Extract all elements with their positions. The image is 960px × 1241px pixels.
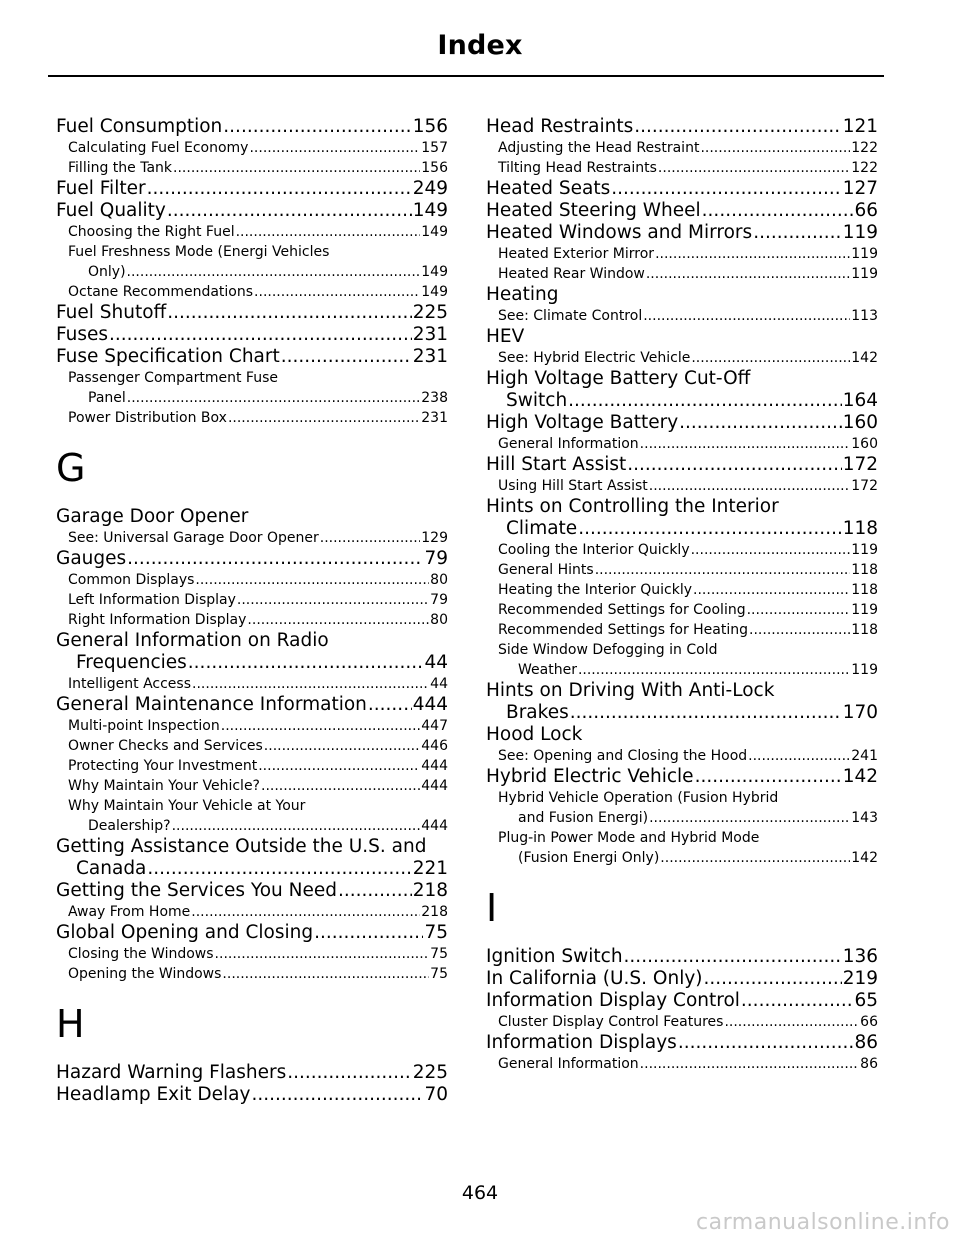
entry-label: Brakes bbox=[506, 702, 569, 723]
entry-page-number: 219 bbox=[842, 968, 878, 989]
dot-leader bbox=[624, 946, 842, 968]
dot-leader bbox=[147, 178, 412, 200]
entry-label: Weather bbox=[518, 662, 577, 678]
dot-leader bbox=[173, 158, 420, 178]
entry-page-number: 122 bbox=[851, 160, 878, 176]
entry-label: Fuel Filter bbox=[56, 178, 146, 199]
index-subentry[interactable] bbox=[56, 944, 448, 964]
entry-page-number: 80 bbox=[430, 612, 448, 628]
entry-label: See: Universal Garage Door Opener bbox=[68, 530, 319, 546]
index-entry[interactable] bbox=[486, 222, 878, 244]
section-letter: H bbox=[56, 1002, 85, 1046]
entry-label: Octane Recommendations bbox=[68, 284, 254, 300]
dot-leader bbox=[167, 302, 411, 324]
dot-leader bbox=[368, 694, 412, 716]
entry-page-number: 44 bbox=[424, 652, 448, 673]
entry-label: Fuse Specification Chart bbox=[56, 346, 280, 367]
entry-label: Calculating Fuel Economy bbox=[68, 140, 249, 156]
dot-leader bbox=[595, 560, 851, 580]
entry-label-line1: Getting Assistance Outside the U.S. and bbox=[56, 836, 427, 857]
entry-page-number: 66 bbox=[854, 200, 878, 221]
index-subentry[interactable] bbox=[486, 788, 878, 828]
entry-page-number: 231 bbox=[412, 324, 448, 345]
entry-page-number: 44 bbox=[430, 676, 448, 692]
dot-leader bbox=[741, 990, 854, 1012]
entry-label: Why Maintain Your Vehicle? bbox=[68, 778, 260, 794]
entry-label-line1: Plug-in Power Mode and Hybrid Mode bbox=[498, 830, 760, 846]
dot-leader bbox=[700, 138, 850, 158]
entry-page-number: 113 bbox=[851, 308, 878, 324]
entry-label: Global Opening and Closing bbox=[56, 922, 314, 943]
index-column-right bbox=[486, 116, 878, 1074]
index-subentry[interactable] bbox=[486, 640, 878, 680]
entry-label: See: Hybrid Electric Vehicle bbox=[498, 350, 691, 366]
index-subentry[interactable] bbox=[486, 264, 878, 284]
dot-leader bbox=[570, 702, 842, 724]
index-subentry[interactable] bbox=[56, 282, 448, 302]
entry-label: Head Restraints bbox=[486, 116, 634, 137]
index-subentry[interactable] bbox=[56, 716, 448, 736]
dot-leader bbox=[192, 674, 429, 694]
entry-label: HEV bbox=[486, 326, 525, 347]
index-entry[interactable] bbox=[486, 496, 878, 540]
entry-page-number: 444 bbox=[421, 758, 448, 774]
index-subentry[interactable] bbox=[56, 902, 448, 922]
dot-leader bbox=[215, 944, 430, 964]
index-entry[interactable] bbox=[56, 506, 448, 528]
entry-label-line1: High Voltage Battery Cut-Off bbox=[486, 368, 751, 389]
index-subentry[interactable] bbox=[56, 242, 448, 282]
index-subentry[interactable] bbox=[56, 408, 448, 428]
index-subentry[interactable] bbox=[486, 244, 878, 264]
dot-leader bbox=[611, 178, 841, 200]
entry-page-number: 249 bbox=[412, 178, 448, 199]
index-entry[interactable] bbox=[56, 880, 448, 902]
entry-page-number: 75 bbox=[424, 922, 448, 943]
index-subentry[interactable] bbox=[56, 222, 448, 242]
entry-page-number: 79 bbox=[430, 592, 448, 608]
entry-label: Heated Rear Window bbox=[498, 266, 645, 282]
entry-label-line1: Hints on Controlling the Interior bbox=[486, 496, 779, 517]
entry-label: Heated Windows and Mirrors bbox=[486, 222, 753, 243]
dot-leader bbox=[228, 408, 420, 428]
dot-leader bbox=[222, 964, 429, 984]
index-subentry[interactable] bbox=[56, 964, 448, 984]
index-entry[interactable] bbox=[486, 766, 878, 788]
dot-leader bbox=[568, 390, 842, 412]
entry-label: Fuel Quality bbox=[56, 200, 166, 221]
entry-page-number: 444 bbox=[421, 818, 448, 834]
entry-label: Dealership? bbox=[88, 818, 171, 834]
index-subentry[interactable] bbox=[486, 600, 878, 620]
dot-leader bbox=[264, 736, 420, 756]
entry-label: Left Information Display bbox=[68, 592, 236, 608]
dot-leader bbox=[320, 528, 421, 548]
entry-page-number: 65 bbox=[854, 990, 878, 1011]
entry-label: Getting the Services You Need bbox=[56, 880, 337, 901]
entry-label: Fuel Consumption bbox=[56, 116, 223, 137]
entry-label: Information Displays bbox=[486, 1032, 677, 1053]
dot-leader bbox=[627, 454, 841, 476]
entry-page-number: 119 bbox=[851, 662, 878, 678]
index-subentry[interactable] bbox=[56, 158, 448, 178]
index-entry[interactable] bbox=[56, 630, 448, 674]
dot-leader bbox=[147, 858, 411, 880]
index-subentry[interactable] bbox=[56, 796, 448, 836]
entry-label-line1: Hybrid Vehicle Operation (Fusion Hybrid bbox=[498, 790, 779, 806]
entry-page-number: 172 bbox=[851, 478, 878, 494]
dot-leader bbox=[724, 1012, 859, 1032]
entry-label: Cluster Display Control Features bbox=[498, 1014, 724, 1030]
index-entry[interactable] bbox=[486, 368, 878, 412]
dot-leader bbox=[640, 434, 851, 454]
entry-label: Heating bbox=[486, 284, 559, 305]
dot-leader bbox=[695, 766, 842, 788]
entry-label: Heated Seats bbox=[486, 178, 611, 199]
dot-leader bbox=[640, 1054, 860, 1074]
dot-leader bbox=[261, 776, 420, 796]
dot-leader bbox=[287, 1062, 411, 1084]
entry-page-number: 156 bbox=[412, 116, 448, 137]
entry-page-number: 142 bbox=[842, 766, 878, 787]
index-entry[interactable] bbox=[56, 302, 448, 324]
dot-leader bbox=[188, 652, 424, 674]
entry-page-number: 119 bbox=[851, 602, 878, 618]
entry-page-number: 149 bbox=[421, 264, 448, 280]
entry-label-line1: Passenger Compartment Fuse bbox=[68, 370, 278, 386]
entry-page-number: 121 bbox=[842, 116, 878, 137]
index-entry[interactable] bbox=[56, 836, 448, 880]
index-subentry[interactable] bbox=[486, 620, 878, 640]
entry-label-line1: General Information on Radio bbox=[56, 630, 329, 651]
dot-leader bbox=[223, 116, 411, 138]
entry-label: Opening the Windows bbox=[68, 966, 222, 982]
entry-label-line1: Why Maintain Your Vehicle at Your bbox=[68, 798, 306, 814]
entry-page-number: 142 bbox=[851, 850, 878, 866]
dot-leader bbox=[658, 158, 850, 178]
dot-leader bbox=[749, 620, 850, 640]
entry-page-number: 231 bbox=[421, 410, 448, 426]
entry-label: See: Climate Control bbox=[498, 308, 643, 324]
entry-page-number: 119 bbox=[851, 246, 878, 262]
dot-leader bbox=[237, 590, 429, 610]
dot-leader bbox=[127, 262, 421, 282]
index-entry[interactable] bbox=[56, 694, 448, 716]
index-subentry[interactable] bbox=[56, 590, 448, 610]
entry-page-number: 444 bbox=[421, 778, 448, 794]
index-subentry[interactable] bbox=[56, 776, 448, 796]
index-entry[interactable] bbox=[56, 324, 448, 346]
index-subentry[interactable] bbox=[56, 756, 448, 776]
index-subentry[interactable] bbox=[486, 540, 878, 560]
entry-label: Hood Lock bbox=[486, 724, 583, 745]
entry-page-number: 119 bbox=[842, 222, 878, 243]
dot-leader bbox=[221, 716, 421, 736]
entry-label: (Fusion Energi Only) bbox=[518, 850, 660, 866]
entry-label: Only) bbox=[88, 264, 126, 280]
entry-page-number: 149 bbox=[421, 224, 448, 240]
entry-page-number: 160 bbox=[842, 412, 878, 433]
entry-page-number: 118 bbox=[842, 518, 878, 539]
dot-leader bbox=[172, 816, 421, 836]
index-column-left bbox=[56, 116, 448, 1106]
entry-page-number: 143 bbox=[851, 810, 878, 826]
entry-label: Heated Exterior Mirror bbox=[498, 246, 655, 262]
entry-label: Using Hill Start Assist bbox=[498, 478, 648, 494]
entry-label: General Hints bbox=[498, 562, 594, 578]
index-entry[interactable] bbox=[486, 724, 878, 746]
entry-label: Fuses bbox=[56, 324, 109, 345]
index-subentry[interactable] bbox=[56, 138, 448, 158]
entry-page-number: 149 bbox=[421, 284, 448, 300]
entry-page-number: 444 bbox=[412, 694, 448, 715]
dot-leader bbox=[747, 600, 851, 620]
index-entry[interactable] bbox=[486, 116, 878, 138]
entry-label: Tilting Head Restraints bbox=[498, 160, 657, 176]
entry-label: Information Display Control bbox=[486, 990, 740, 1011]
dot-leader bbox=[109, 324, 412, 346]
entry-label: Power Distribution Box bbox=[68, 410, 227, 426]
dot-leader bbox=[258, 756, 420, 776]
index-entry[interactable] bbox=[486, 990, 878, 1012]
entry-label: Recommended Settings for Cooling bbox=[498, 602, 746, 618]
dot-leader bbox=[649, 476, 850, 496]
dot-leader bbox=[655, 244, 850, 264]
index-entry[interactable] bbox=[486, 412, 878, 434]
entry-label: General Information bbox=[498, 1056, 639, 1072]
entry-label: Gauges bbox=[56, 548, 127, 569]
entry-label: Away From Home bbox=[68, 904, 191, 920]
index-subentry[interactable] bbox=[486, 1012, 878, 1032]
entry-label: Right Information Display bbox=[68, 612, 247, 628]
index-subentry[interactable] bbox=[486, 580, 878, 600]
entry-label: Cooling the Interior Quickly bbox=[498, 542, 690, 558]
dot-leader bbox=[702, 200, 854, 222]
entry-label: Ignition Switch bbox=[486, 946, 623, 967]
dot-leader bbox=[247, 610, 429, 630]
entry-page-number: 80 bbox=[430, 572, 448, 588]
index-entry[interactable] bbox=[486, 680, 878, 724]
entry-label: See: Opening and Closing the Hood bbox=[498, 748, 748, 764]
entry-label: Heated Steering Wheel bbox=[486, 200, 701, 221]
index-subentry[interactable] bbox=[56, 736, 448, 756]
entry-page-number: 75 bbox=[430, 966, 448, 982]
index-subentry[interactable] bbox=[486, 434, 878, 454]
entry-page-number: 118 bbox=[851, 562, 878, 578]
entry-label: Heating the Interior Quickly bbox=[498, 582, 693, 598]
dot-leader bbox=[693, 580, 850, 600]
entry-page-number: 86 bbox=[854, 1032, 878, 1053]
entry-page-number: 119 bbox=[851, 266, 878, 282]
entry-page-number: 118 bbox=[851, 622, 878, 638]
dot-leader bbox=[649, 808, 850, 828]
entry-page-number: 127 bbox=[842, 178, 878, 199]
entry-label: Frequencies bbox=[76, 652, 187, 673]
dot-leader bbox=[195, 570, 429, 590]
index-entry[interactable] bbox=[486, 284, 878, 306]
dot-leader bbox=[753, 222, 842, 244]
page-title: Index bbox=[437, 30, 523, 61]
entry-label: General Information bbox=[498, 436, 639, 452]
entry-page-number: 170 bbox=[842, 702, 878, 723]
index-subentry[interactable] bbox=[486, 138, 878, 158]
index-entry[interactable] bbox=[486, 946, 878, 968]
title-rule bbox=[48, 75, 884, 77]
entry-page-number: 218 bbox=[421, 904, 448, 920]
entry-label-line1: Side Window Defogging in Cold bbox=[498, 642, 718, 658]
index-entry[interactable] bbox=[56, 346, 448, 368]
entry-page-number: 149 bbox=[412, 200, 448, 221]
entry-label: Hybrid Electric Vehicle bbox=[486, 766, 694, 787]
index-entry[interactable] bbox=[56, 1084, 448, 1106]
dot-leader bbox=[748, 746, 850, 766]
entry-page-number: 118 bbox=[851, 582, 878, 598]
dot-leader bbox=[691, 540, 851, 560]
entry-label: Choosing the Right Fuel bbox=[68, 224, 235, 240]
index-entry[interactable] bbox=[56, 1062, 448, 1084]
dot-leader bbox=[236, 222, 421, 242]
entry-page-number: 231 bbox=[412, 346, 448, 367]
entry-page-number: 446 bbox=[421, 738, 448, 754]
entry-page-number: 238 bbox=[421, 390, 448, 406]
entry-page-number: 79 bbox=[424, 548, 448, 569]
entry-page-number: 160 bbox=[851, 436, 878, 452]
dot-leader bbox=[578, 660, 850, 680]
entry-label: Hazard Warning Flashers bbox=[56, 1062, 287, 1083]
entry-page-number: 119 bbox=[851, 542, 878, 558]
entry-label: High Voltage Battery bbox=[486, 412, 679, 433]
index-entry[interactable] bbox=[486, 178, 878, 200]
entry-page-number: 172 bbox=[842, 454, 878, 475]
dot-leader bbox=[634, 116, 841, 138]
dot-leader bbox=[660, 848, 850, 868]
index-entry[interactable] bbox=[56, 548, 448, 570]
index-subentry[interactable] bbox=[56, 610, 448, 630]
entry-page-number: 66 bbox=[860, 1014, 878, 1030]
index-subentry[interactable] bbox=[486, 476, 878, 496]
entry-label: Fuel Shutoff bbox=[56, 302, 167, 323]
dot-leader bbox=[691, 348, 850, 368]
index-entry[interactable] bbox=[486, 200, 878, 222]
entry-label: General Maintenance Information bbox=[56, 694, 367, 715]
entry-label: In California (U.S. Only) bbox=[486, 968, 703, 989]
entry-page-number: 142 bbox=[851, 350, 878, 366]
dot-leader bbox=[251, 1084, 423, 1106]
dot-leader bbox=[249, 138, 420, 158]
entry-label: Switch bbox=[506, 390, 568, 411]
entry-label: Adjusting the Head Restraint bbox=[498, 140, 700, 156]
dot-leader bbox=[704, 968, 842, 990]
entry-label: and Fusion Energi) bbox=[518, 810, 649, 826]
dot-leader bbox=[679, 412, 842, 434]
dot-leader bbox=[191, 902, 420, 922]
entry-label: Recommended Settings for Heating bbox=[498, 622, 749, 638]
index-subentry[interactable] bbox=[486, 828, 878, 868]
entry-label: Common Displays bbox=[68, 572, 195, 588]
entry-page-number: 157 bbox=[421, 140, 448, 156]
entry-label: Headlamp Exit Delay bbox=[56, 1084, 251, 1105]
dot-leader bbox=[643, 306, 850, 326]
entry-page-number: 122 bbox=[851, 140, 878, 156]
dot-leader bbox=[338, 880, 412, 902]
entry-page-number: 136 bbox=[842, 946, 878, 967]
entry-page-number: 86 bbox=[860, 1056, 878, 1072]
index-entry[interactable] bbox=[486, 1032, 878, 1054]
entry-label: Filling the Tank bbox=[68, 160, 173, 176]
entry-page-number: 164 bbox=[842, 390, 878, 411]
entry-page-number: 221 bbox=[412, 858, 448, 879]
dot-leader bbox=[254, 282, 420, 302]
entry-page-number: 241 bbox=[851, 748, 878, 764]
entry-label: Panel bbox=[88, 390, 126, 406]
index-subentry[interactable] bbox=[486, 746, 878, 766]
entry-label: Multi-point Inspection bbox=[68, 718, 220, 734]
index-subentry[interactable] bbox=[486, 348, 878, 368]
section-letter: G bbox=[56, 446, 86, 490]
index-subentry[interactable] bbox=[486, 158, 878, 178]
index-subentry[interactable] bbox=[56, 674, 448, 694]
entry-label-line1: Fuel Freshness Mode (Energi Vehicles bbox=[68, 244, 330, 260]
entry-page-number: 225 bbox=[412, 1062, 448, 1083]
index-entry[interactable] bbox=[56, 200, 448, 222]
page-number: 464 bbox=[461, 1182, 499, 1204]
entry-label: Owner Checks and Services bbox=[68, 738, 263, 754]
index-entry[interactable] bbox=[56, 922, 448, 944]
dot-leader bbox=[127, 388, 420, 408]
entry-label: Closing the Windows bbox=[68, 946, 214, 962]
dot-leader bbox=[167, 200, 412, 222]
index-subentry[interactable] bbox=[486, 560, 878, 580]
section-letter: I bbox=[486, 886, 498, 930]
watermark: carmanualsonline.info bbox=[696, 1210, 950, 1235]
entry-label: Climate bbox=[506, 518, 578, 539]
entry-page-number: 75 bbox=[430, 946, 448, 962]
index-entry[interactable] bbox=[56, 116, 448, 138]
entry-page-number: 225 bbox=[412, 302, 448, 323]
index-entry[interactable] bbox=[486, 968, 878, 990]
dot-leader bbox=[646, 264, 850, 284]
entry-label: Protecting Your Investment bbox=[68, 758, 258, 774]
index-entry[interactable] bbox=[486, 326, 878, 348]
dot-leader bbox=[314, 922, 423, 944]
entry-page-number: 129 bbox=[421, 530, 448, 546]
entry-page-number: 447 bbox=[421, 718, 448, 734]
entry-label: Hill Start Assist bbox=[486, 454, 627, 475]
index-subentry[interactable] bbox=[486, 306, 878, 326]
entry-page-number: 70 bbox=[424, 1084, 448, 1105]
dot-leader bbox=[127, 548, 423, 570]
index-subentry[interactable] bbox=[486, 1054, 878, 1074]
index-subentry[interactable] bbox=[56, 570, 448, 590]
dot-leader bbox=[678, 1032, 854, 1054]
entry-page-number: 218 bbox=[412, 880, 448, 901]
index-entry[interactable] bbox=[486, 454, 878, 476]
dot-leader bbox=[578, 518, 841, 540]
index-subentry[interactable] bbox=[56, 528, 448, 548]
entry-label: Garage Door Opener bbox=[56, 506, 249, 527]
index-subentry[interactable] bbox=[56, 368, 448, 408]
entry-label: Intelligent Access bbox=[68, 676, 192, 692]
entry-page-number: 156 bbox=[421, 160, 448, 176]
dot-leader bbox=[281, 346, 412, 368]
entry-label: Canada bbox=[76, 858, 147, 879]
entry-label-line1: Hints on Driving With Anti-Lock bbox=[486, 680, 775, 701]
index-entry[interactable] bbox=[56, 178, 448, 200]
